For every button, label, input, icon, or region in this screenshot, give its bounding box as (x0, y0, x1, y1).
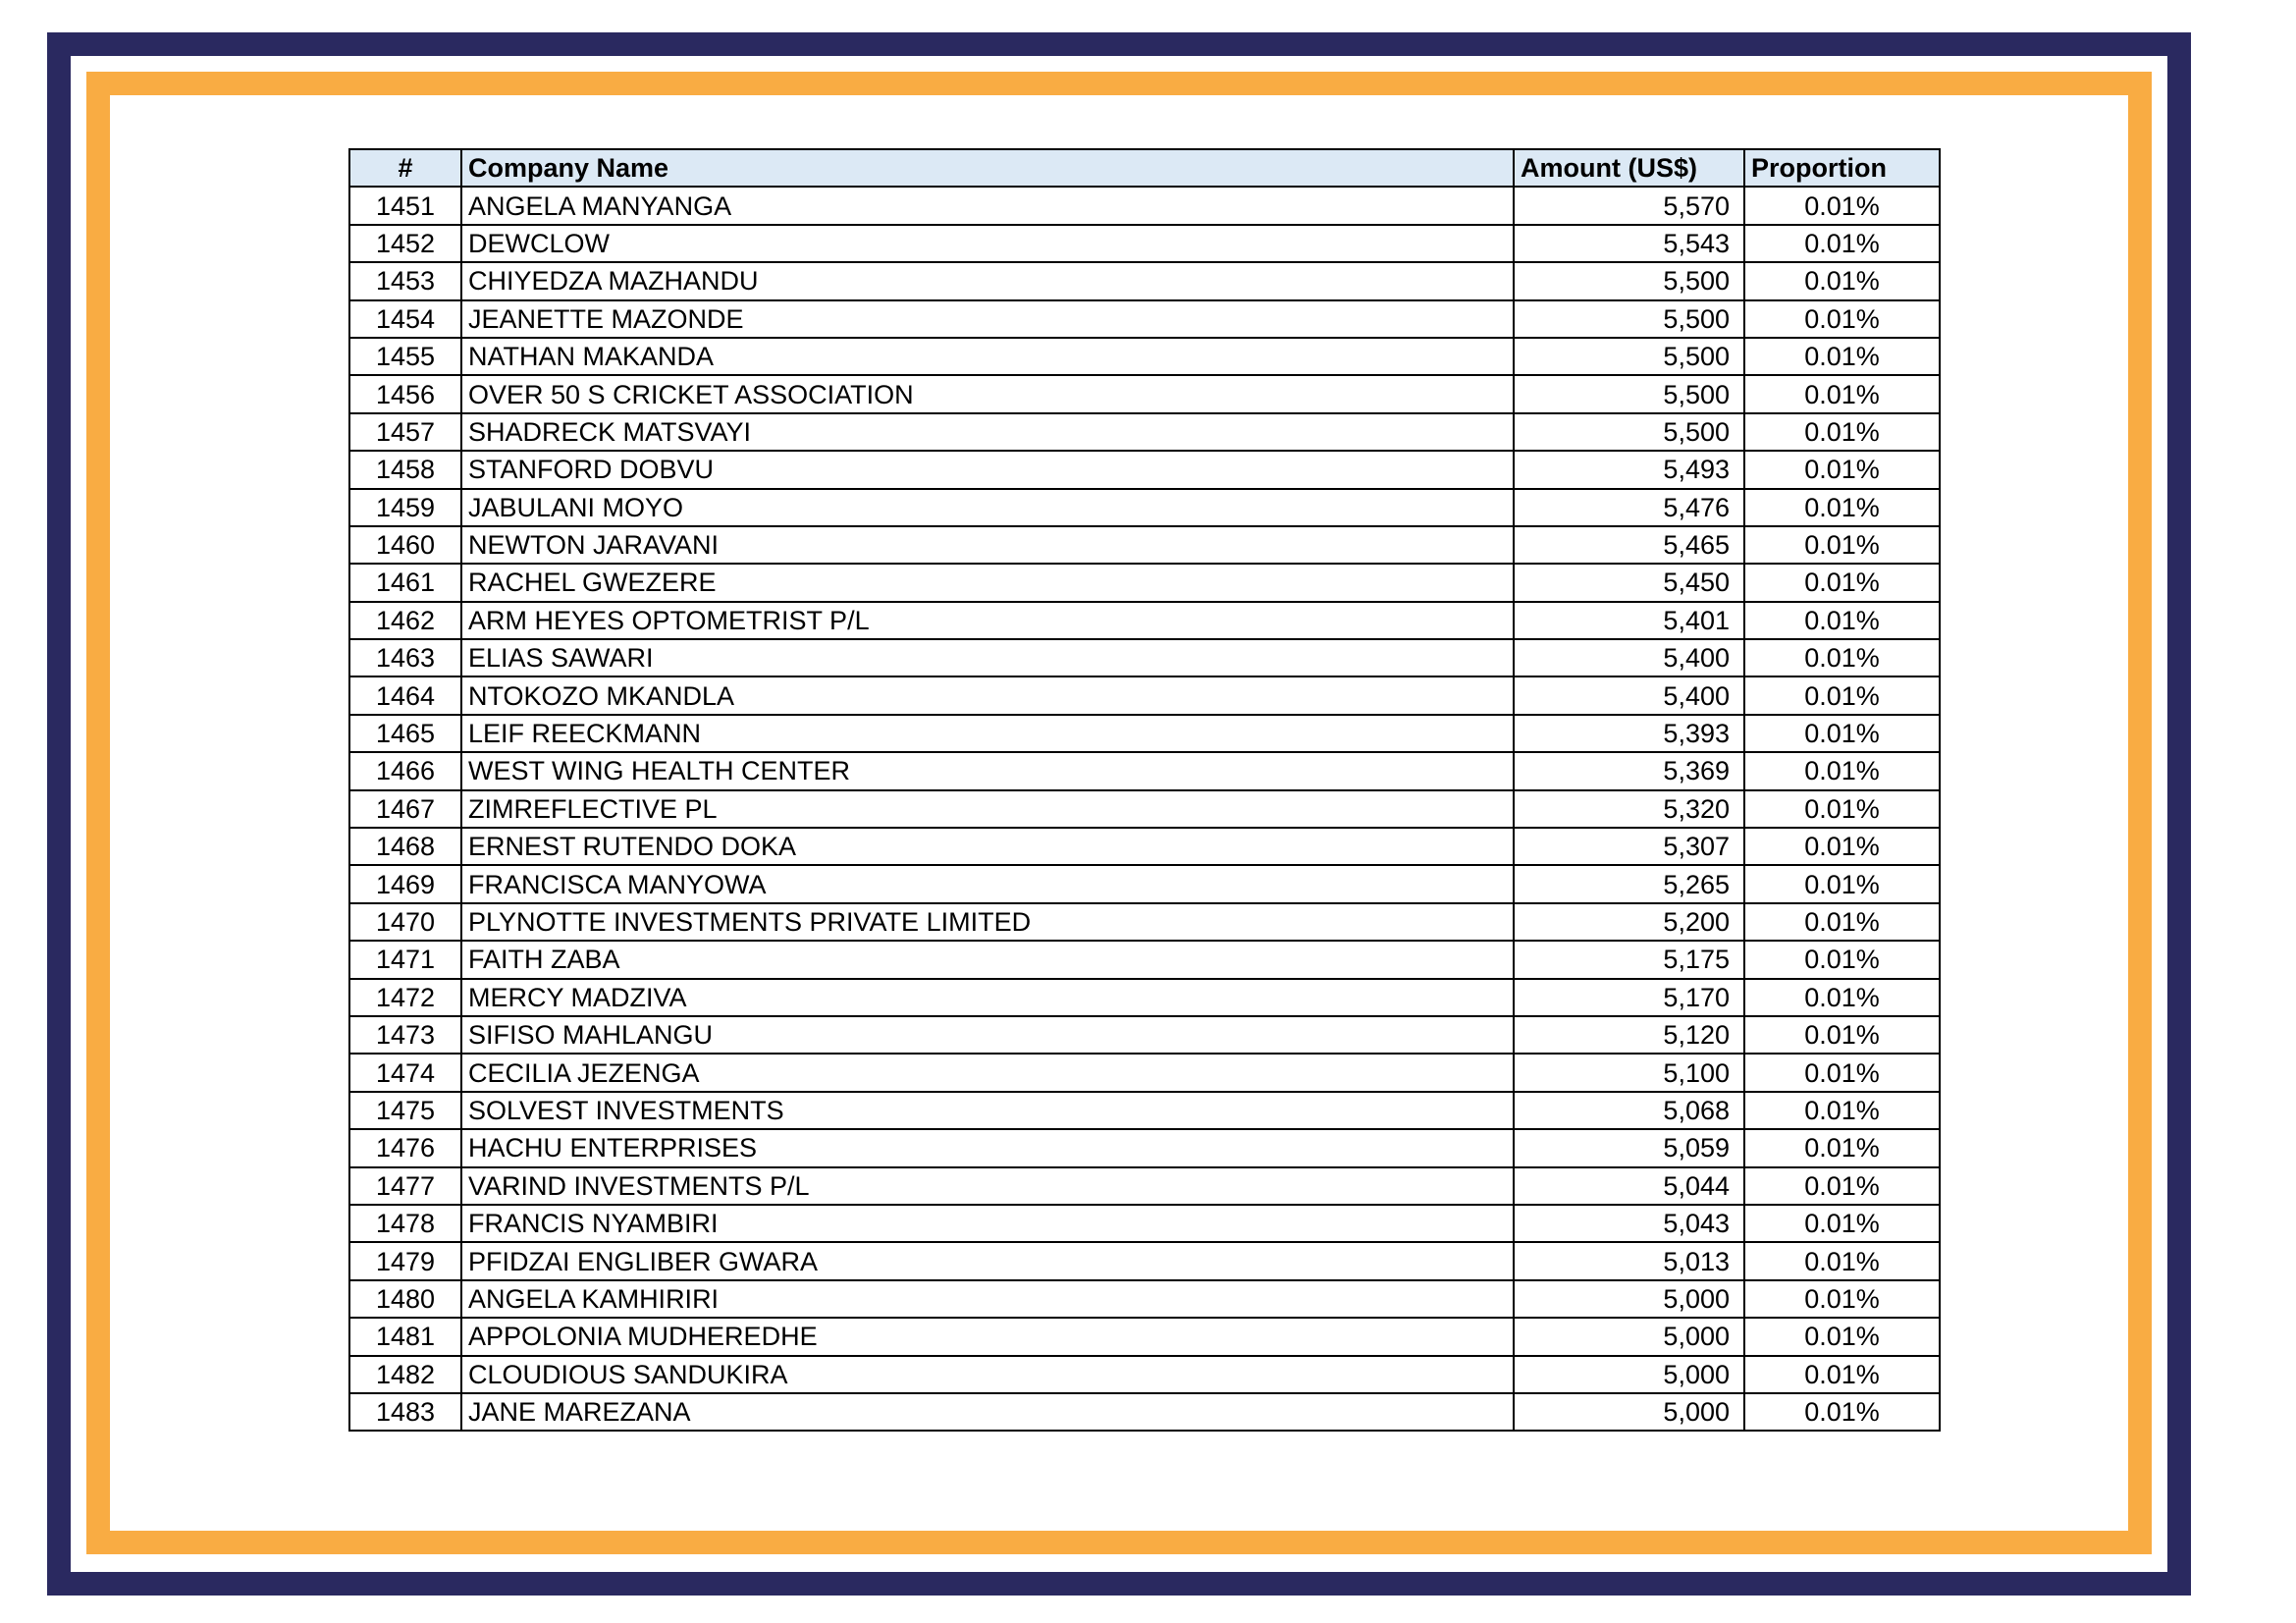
row-number: 1453 (349, 262, 461, 299)
amount-value: 5,450 (1514, 564, 1744, 601)
amount-value: 5,000 (1514, 1356, 1744, 1393)
table-row (349, 413, 1940, 451)
row-number: 1466 (349, 752, 461, 789)
proportion-value: 0.01% (1744, 1205, 1940, 1242)
proportion-value: 0.01% (1744, 187, 1940, 224)
amount-value: 5,493 (1514, 451, 1744, 488)
proportion-value: 0.01% (1744, 1092, 1940, 1129)
company-name: ELIAS SAWARI (461, 639, 1514, 676)
amount-value: 5,000 (1514, 1393, 1744, 1431)
table-row (349, 187, 1940, 224)
row-number: 1482 (349, 1356, 461, 1393)
amount-value: 5,175 (1514, 941, 1744, 978)
table-row (349, 262, 1940, 299)
proportion-value: 0.01% (1744, 1318, 1940, 1355)
table-row (349, 1129, 1940, 1166)
company-name: CLOUDIOUS SANDUKIRA (461, 1356, 1514, 1393)
company-name: JABULANI MOYO (461, 489, 1514, 526)
table-row (349, 1280, 1940, 1318)
company-name: APPOLONIA MUDHEREDHE (461, 1318, 1514, 1355)
proportion-value: 0.01% (1744, 979, 1940, 1016)
proportion-value: 0.01% (1744, 1393, 1940, 1431)
row-number: 1451 (349, 187, 461, 224)
company-name: NEWTON JARAVANI (461, 526, 1514, 564)
proportion-value: 0.01% (1744, 1356, 1940, 1393)
table-row (349, 300, 1940, 338)
amount-value: 5,500 (1514, 338, 1744, 375)
company-name: ZIMREFLECTIVE PL (461, 790, 1514, 828)
table-row (349, 828, 1940, 865)
proportion-value: 0.01% (1744, 676, 1940, 714)
table-row (349, 451, 1940, 488)
amount-value: 5,043 (1514, 1205, 1744, 1242)
proportion-value: 0.01% (1744, 1054, 1940, 1091)
company-name: RACHEL GWEZERE (461, 564, 1514, 601)
amount-value: 5,400 (1514, 676, 1744, 714)
proportion-value: 0.01% (1744, 602, 1940, 639)
row-number: 1459 (349, 489, 461, 526)
amount-value: 5,393 (1514, 715, 1744, 752)
amount-value: 5,200 (1514, 903, 1744, 941)
proportion-value: 0.01% (1744, 300, 1940, 338)
company-name: FRANCISCA MANYOWA (461, 865, 1514, 902)
row-number: 1465 (349, 715, 461, 752)
row-number: 1455 (349, 338, 461, 375)
company-amount-table (348, 148, 1941, 1432)
amount-value: 5,570 (1514, 187, 1744, 224)
table-row (349, 1356, 1940, 1393)
company-name: SOLVEST INVESTMENTS (461, 1092, 1514, 1129)
row-number: 1460 (349, 526, 461, 564)
amount-value: 5,044 (1514, 1167, 1744, 1205)
table-row (349, 790, 1940, 828)
row-number: 1458 (349, 451, 461, 488)
table-row (349, 526, 1940, 564)
row-number: 1483 (349, 1393, 461, 1431)
table-row (349, 979, 1940, 1016)
company-name: ANGELA MANYANGA (461, 187, 1514, 224)
company-name: HACHU ENTERPRISES (461, 1129, 1514, 1166)
company-name: PFIDZAI ENGLIBER GWARA (461, 1242, 1514, 1279)
amount-value: 5,369 (1514, 752, 1744, 789)
header-company-name: Company Name (461, 149, 1514, 187)
proportion-value: 0.01% (1744, 375, 1940, 412)
proportion-value: 0.01% (1744, 1129, 1940, 1166)
company-name: WEST WING HEALTH CENTER (461, 752, 1514, 789)
proportion-value: 0.01% (1744, 489, 1940, 526)
table-row (349, 715, 1940, 752)
company-name: NTOKOZO MKANDLA (461, 676, 1514, 714)
amount-value: 5,068 (1514, 1092, 1744, 1129)
proportion-value: 0.01% (1744, 941, 1940, 978)
row-number: 1469 (349, 865, 461, 902)
row-number: 1470 (349, 903, 461, 941)
row-number: 1462 (349, 602, 461, 639)
proportion-value: 0.01% (1744, 1016, 1940, 1054)
amount-value: 5,120 (1514, 1016, 1744, 1054)
table-row (349, 1054, 1940, 1091)
table-row (349, 338, 1940, 375)
amount-value: 5,000 (1514, 1318, 1744, 1355)
amount-value: 5,100 (1514, 1054, 1744, 1091)
amount-value: 5,500 (1514, 413, 1744, 451)
row-number: 1479 (349, 1242, 461, 1279)
row-number: 1457 (349, 413, 461, 451)
company-name: SHADRECK MATSVAYI (461, 413, 1514, 451)
proportion-value: 0.01% (1744, 526, 1940, 564)
proportion-value: 0.01% (1744, 865, 1940, 902)
row-number: 1454 (349, 300, 461, 338)
row-number: 1478 (349, 1205, 461, 1242)
row-number: 1456 (349, 375, 461, 412)
company-name: CHIYEDZA MAZHANDU (461, 262, 1514, 299)
company-table-container (348, 148, 1941, 1432)
table-row (349, 564, 1940, 601)
amount-value: 5,059 (1514, 1129, 1744, 1166)
table-row (349, 941, 1940, 978)
proportion-value: 0.01% (1744, 828, 1940, 865)
company-name: JANE MAREZANA (461, 1393, 1514, 1431)
row-number: 1481 (349, 1318, 461, 1355)
amount-value: 5,500 (1514, 375, 1744, 412)
table-row (349, 903, 1940, 941)
row-number: 1468 (349, 828, 461, 865)
company-name: OVER 50 S CRICKET ASSOCIATION (461, 375, 1514, 412)
company-name: FAITH ZABA (461, 941, 1514, 978)
row-number: 1463 (349, 639, 461, 676)
row-number: 1464 (349, 676, 461, 714)
row-number: 1477 (349, 1167, 461, 1205)
proportion-value: 0.01% (1744, 1242, 1940, 1279)
table-row (349, 225, 1940, 262)
company-name: DEWCLOW (461, 225, 1514, 262)
table-row (349, 1167, 1940, 1205)
amount-value: 5,401 (1514, 602, 1744, 639)
row-number: 1461 (349, 564, 461, 601)
company-name: STANFORD DOBVU (461, 451, 1514, 488)
table-row (349, 1092, 1940, 1129)
row-number: 1474 (349, 1054, 461, 1091)
table-row (349, 1318, 1940, 1355)
company-name: ANGELA KAMHIRIRI (461, 1280, 1514, 1318)
amount-value: 5,500 (1514, 262, 1744, 299)
company-name: CECILIA JEZENGA (461, 1054, 1514, 1091)
proportion-value: 0.01% (1744, 639, 1940, 676)
table-row (349, 639, 1940, 676)
table-row (349, 489, 1940, 526)
header-amount: Amount (US$) (1514, 149, 1744, 187)
amount-value: 5,476 (1514, 489, 1744, 526)
table-row (349, 1393, 1940, 1431)
table-header-row (349, 149, 1940, 187)
proportion-value: 0.01% (1744, 225, 1940, 262)
amount-value: 5,400 (1514, 639, 1744, 676)
proportion-value: 0.01% (1744, 903, 1940, 941)
row-number: 1475 (349, 1092, 461, 1129)
amount-value: 5,013 (1514, 1242, 1744, 1279)
amount-value: 5,000 (1514, 1280, 1744, 1318)
proportion-value: 0.01% (1744, 790, 1940, 828)
row-number: 1473 (349, 1016, 461, 1054)
proportion-value: 0.01% (1744, 451, 1940, 488)
table-row (349, 375, 1940, 412)
row-number: 1472 (349, 979, 461, 1016)
proportion-value: 0.01% (1744, 564, 1940, 601)
proportion-value: 0.01% (1744, 1280, 1940, 1318)
table-row (349, 1205, 1940, 1242)
table-row (349, 602, 1940, 639)
table-row (349, 676, 1940, 714)
company-name: ARM HEYES OPTOMETRIST P/L (461, 602, 1514, 639)
row-number: 1471 (349, 941, 461, 978)
row-number: 1467 (349, 790, 461, 828)
amount-value: 5,543 (1514, 225, 1744, 262)
row-number: 1452 (349, 225, 461, 262)
amount-value: 5,170 (1514, 979, 1744, 1016)
company-name: PLYNOTTE INVESTMENTS PRIVATE LIMITED (461, 903, 1514, 941)
amount-value: 5,265 (1514, 865, 1744, 902)
company-name: MERCY MADZIVA (461, 979, 1514, 1016)
company-name: JEANETTE MAZONDE (461, 300, 1514, 338)
header-proportion: Proportion (1744, 149, 1940, 187)
proportion-value: 0.01% (1744, 715, 1940, 752)
company-name: LEIF REECKMANN (461, 715, 1514, 752)
proportion-value: 0.01% (1744, 752, 1940, 789)
amount-value: 5,465 (1514, 526, 1744, 564)
proportion-value: 0.01% (1744, 338, 1940, 375)
proportion-value: 0.01% (1744, 262, 1940, 299)
table-row (349, 752, 1940, 789)
company-name: ERNEST RUTENDO DOKA (461, 828, 1514, 865)
table-row (349, 1242, 1940, 1279)
amount-value: 5,307 (1514, 828, 1744, 865)
company-name: VARIND INVESTMENTS P/L (461, 1167, 1514, 1205)
table-body (349, 187, 1940, 1431)
table-row (349, 1016, 1940, 1054)
table-row (349, 865, 1940, 902)
company-name: FRANCIS NYAMBIRI (461, 1205, 1514, 1242)
company-name: SIFISO MAHLANGU (461, 1016, 1514, 1054)
company-name: NATHAN MAKANDA (461, 338, 1514, 375)
proportion-value: 0.01% (1744, 413, 1940, 451)
row-number: 1476 (349, 1129, 461, 1166)
row-number: 1480 (349, 1280, 461, 1318)
header-number: # (349, 149, 461, 187)
amount-value: 5,320 (1514, 790, 1744, 828)
amount-value: 5,500 (1514, 300, 1744, 338)
proportion-value: 0.01% (1744, 1167, 1940, 1205)
